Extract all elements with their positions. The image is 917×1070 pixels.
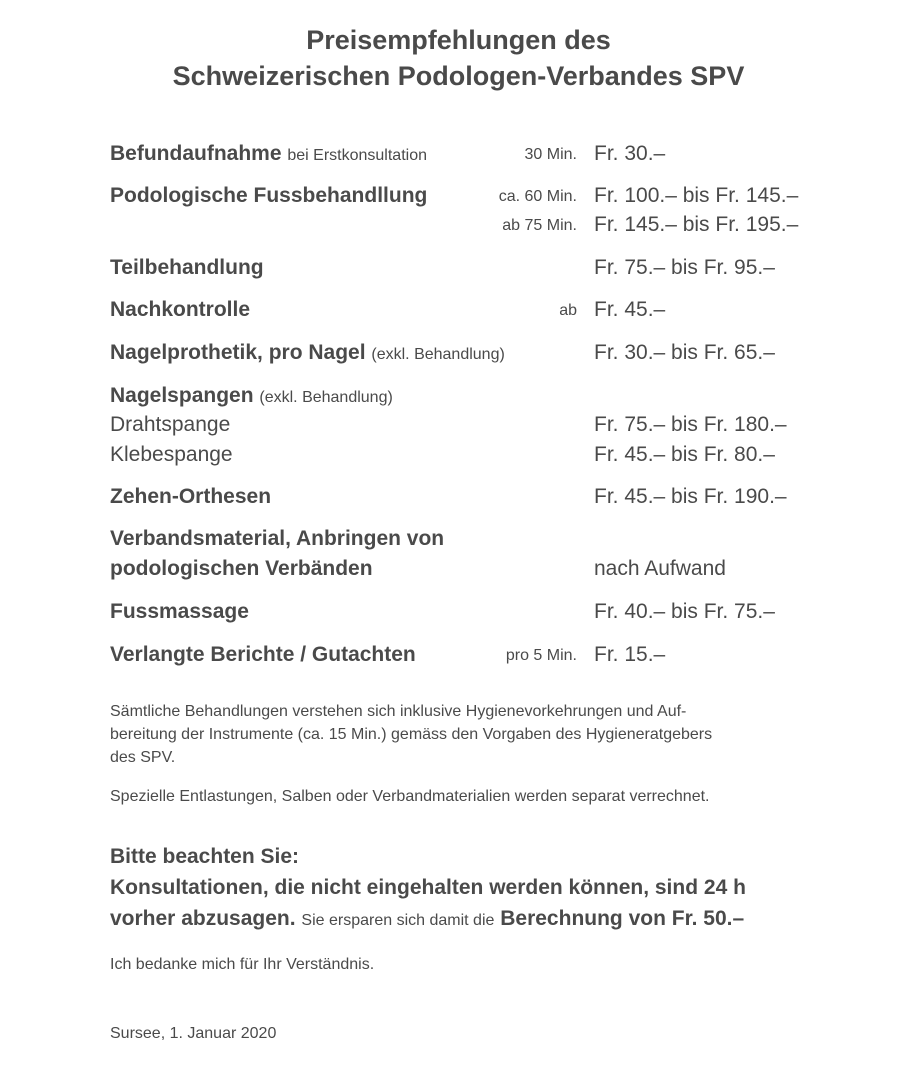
- price-row-fussbehandlung: [110, 184, 850, 214]
- notice-fee-text: Berechnung von Fr. 50.–: [500, 907, 745, 930]
- item-price: Fr. 145.– bis Fr. 195.–: [594, 213, 799, 236]
- title-line-2: Schweizerischen Podologen-Verbandes SPV: [172, 61, 745, 91]
- price-row-fussbehandlung-2: [110, 213, 850, 243]
- price-row-drahtspange: [110, 413, 850, 443]
- price-row-zehen-orthesen: [110, 485, 850, 515]
- separate-charges-paragraph: Spezielle Entlastungen, Salben oder Verbandmaterialien werden separat verrechnet.: [110, 788, 710, 805]
- item-name: Nagelspangen: [110, 384, 254, 407]
- thanks-text: Ich bedanke mich für Ihr Verständnis.: [110, 956, 375, 973]
- item-price: Fr. 30.–: [594, 142, 666, 165]
- item-qualifier: ab 75 Min.: [502, 217, 577, 234]
- item-qualifier: 30 Min.: [524, 146, 577, 163]
- notice-small-text: Sie ersparen sich damit die: [301, 912, 495, 929]
- price-row-teilbehandlung: [110, 256, 850, 286]
- notice-bold-text: vorher abzusagen.: [110, 907, 296, 930]
- price-row-nagelspangen: [110, 384, 850, 414]
- item-price: Fr. 40.– bis Fr. 75.–: [594, 600, 775, 623]
- item-price: Fr. 15.–: [594, 643, 666, 666]
- item-price: Fr. 45.–: [594, 298, 666, 321]
- item-name: Verbandsmaterial, Anbringen von: [110, 527, 445, 550]
- item-price: Fr. 45.– bis Fr. 190.–: [594, 485, 787, 508]
- item-qualifier: pro 5 Min.: [505, 647, 577, 664]
- item-name: Teilbehandlung: [110, 256, 264, 279]
- paragraph-line: bereitung der Instrumente (ca. 15 Min.) gemäss den Vorgaben des Hygieneratgebers: [110, 726, 713, 743]
- item-price: Fr. 45.– bis Fr. 80.–: [594, 443, 775, 466]
- notice-line: Konsultationen, die nicht eingehalten werden können, sind 24 h: [110, 876, 746, 899]
- item-name: Nachkontrolle: [110, 298, 251, 321]
- item-name: Zehen-Orthesen: [110, 485, 272, 508]
- document-title: [0, 22, 917, 94]
- title-line-1: Preisempfehlungen des: [306, 25, 611, 55]
- item-subname: Klebespange: [110, 443, 233, 466]
- notice-heading: Bitte beachten Sie:: [110, 845, 300, 868]
- price-row-fussmassage: [110, 600, 850, 630]
- item-price: nach Aufwand: [594, 557, 726, 580]
- price-row-verbandsmaterial: [110, 527, 850, 557]
- price-row-nagelprothetik: [110, 341, 850, 371]
- place-date: Sursee, 1. Januar 2020: [110, 1025, 277, 1042]
- notice-block: [110, 841, 850, 936]
- price-row-klebespange: [110, 443, 850, 473]
- item-qualifier: ca. 60 Min.: [498, 188, 577, 205]
- item-name: Befundaufnahme: [110, 142, 282, 165]
- item-name: Podologische Fussbehandllung: [110, 184, 428, 207]
- item-name: Nagelprothetik, pro Nagel: [110, 341, 366, 364]
- item-name-cont: podologischen Verbänden: [110, 557, 373, 580]
- paragraph-line: Sämtliche Behandlungen verstehen sich inklusive Hygienevorkehrungen und Auf-: [110, 703, 687, 720]
- hygiene-paragraph: [110, 700, 820, 769]
- price-row-berichte: [110, 643, 850, 673]
- item-price: Fr. 100.– bis Fr. 145.–: [594, 184, 799, 207]
- price-row-befundaufnahme: [110, 142, 850, 172]
- item-note: (exkl. Behandlung): [371, 346, 505, 363]
- item-note: bei Erstkonsultation: [287, 147, 427, 164]
- item-note: (exkl. Behandlung): [259, 389, 393, 406]
- price-row-verbandsmaterial-2: [110, 557, 850, 587]
- paragraph-line: des SPV.: [110, 749, 176, 766]
- item-price: Fr. 30.– bis Fr. 65.–: [594, 341, 775, 364]
- item-price: Fr. 75.– bis Fr. 95.–: [594, 256, 775, 279]
- item-name: Verlangte Berichte / Gutachten: [110, 643, 416, 666]
- notice-line: [110, 903, 850, 936]
- item-qualifier: ab: [559, 302, 577, 319]
- item-name: Fussmassage: [110, 600, 249, 623]
- item-subname: Drahtspange: [110, 413, 231, 436]
- price-row-nachkontrolle: [110, 298, 850, 328]
- item-price: Fr. 75.– bis Fr. 180.–: [594, 413, 787, 436]
